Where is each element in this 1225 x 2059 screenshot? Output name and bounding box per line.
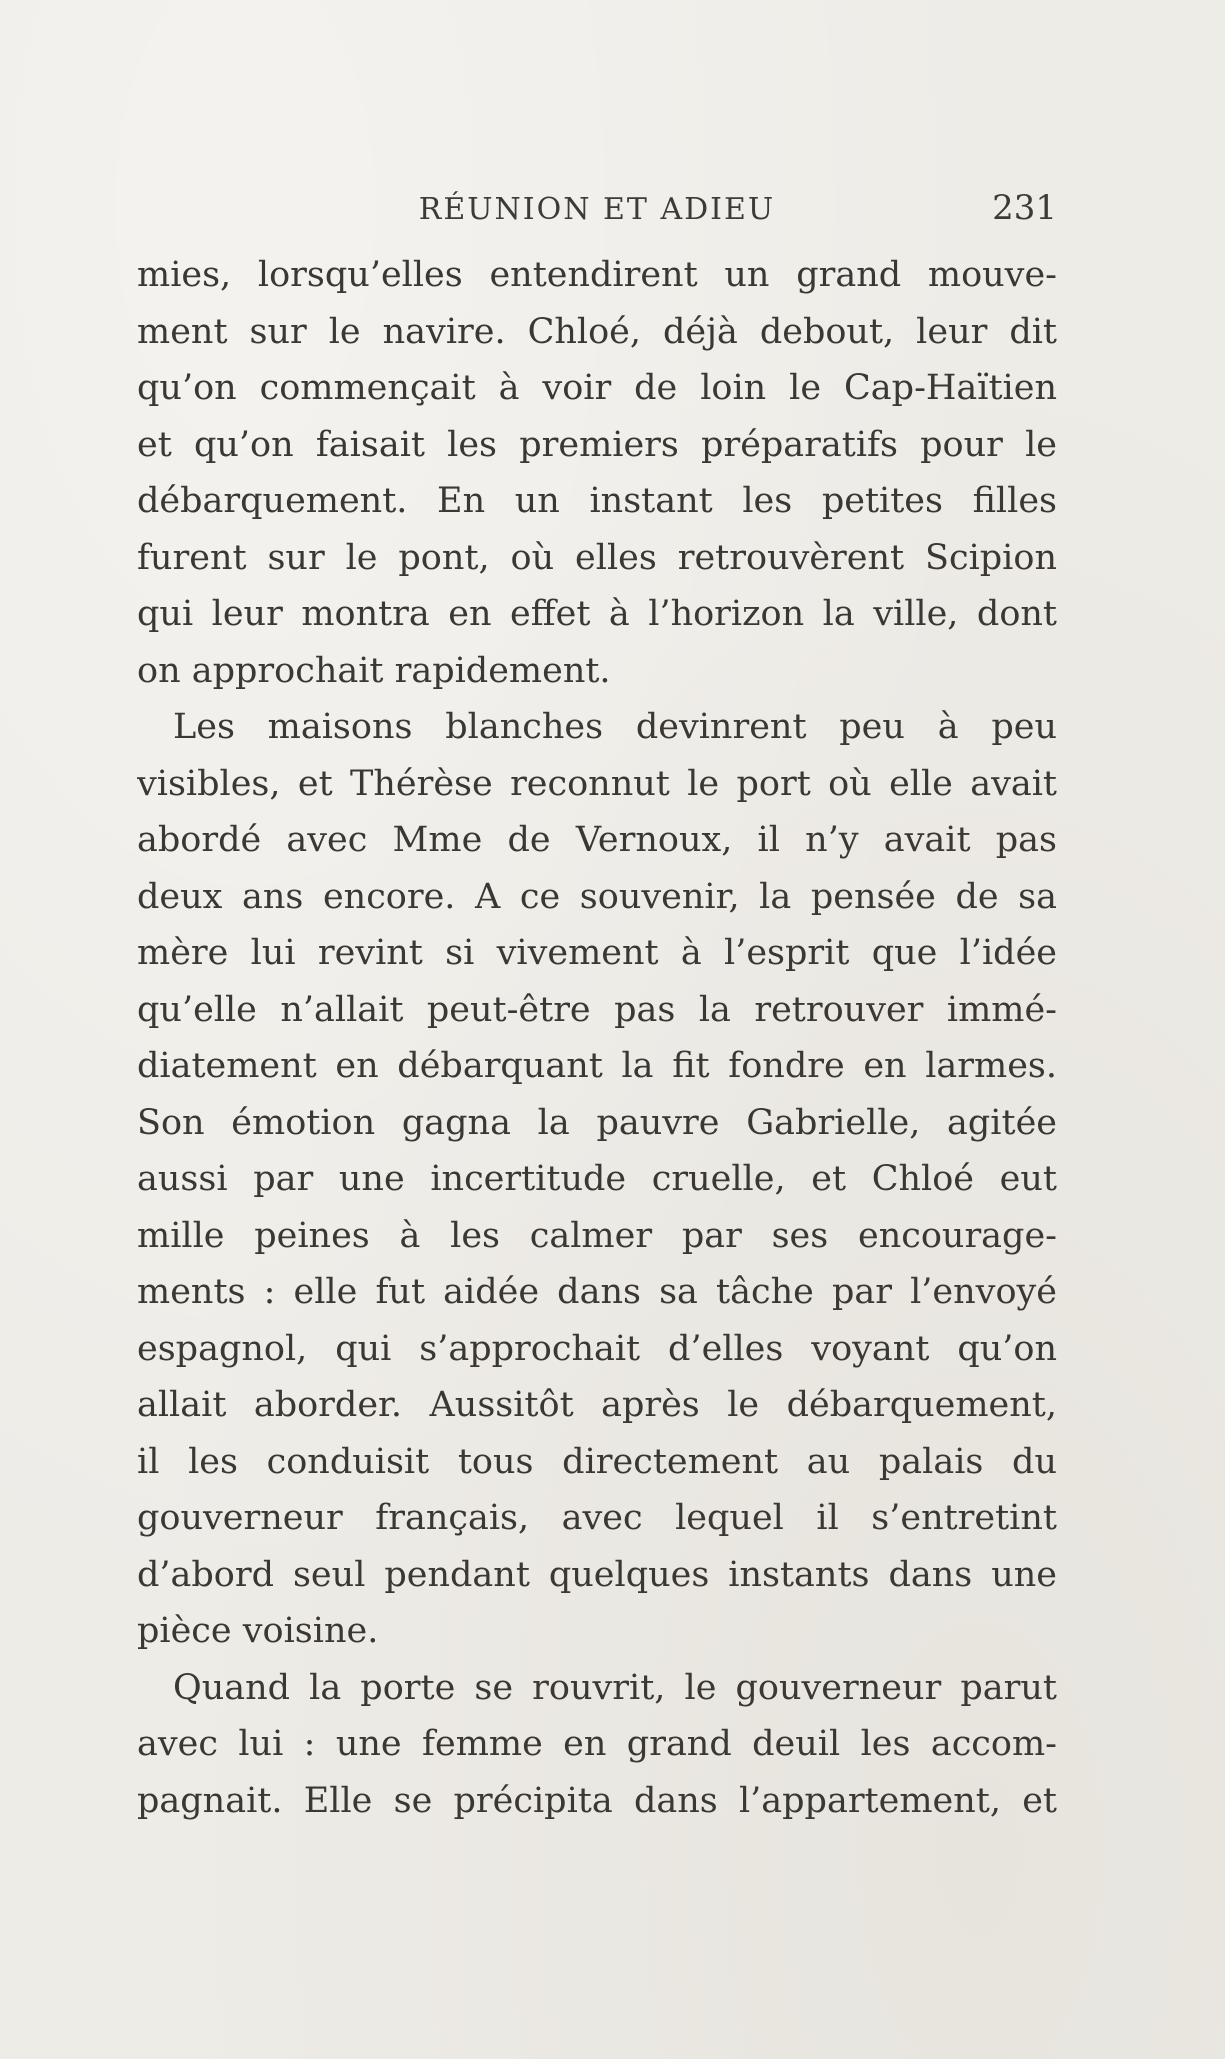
running-title: RÉUNION ET ADIEU [418, 192, 776, 227]
text-line: qu’elle n’allait peut-être pas la retrouver immé- [137, 989, 1057, 1030]
text-line: qui leur montra en effet à l’horizon la ville, dont [137, 594, 1057, 634]
text-line: et qu’on faisait les premiers préparatifs pour le [137, 424, 1057, 465]
text-line: on approchait rapidement. [137, 650, 611, 691]
page-header [137, 188, 1057, 238]
body-text [137, 247, 1057, 1829]
text-line: ments : elle fut aidée dans sa tâche par l’envoyé [137, 1272, 1057, 1312]
text-line: espagnol, qui s’approchait d’elles voyant qu’on [137, 1328, 1057, 1369]
text-line: Quand la porte se rouvrit, le gouverneur parut [173, 1667, 1057, 1708]
text-line: gouverneur français, avec lequel il s’entretint [137, 1498, 1057, 1538]
text-line: furent sur le pont, où elles retrouvèrent Scipion [137, 537, 1057, 578]
text-line: mies, lorsqu’elles entendirent un grand mouve- [137, 255, 1057, 295]
text-line: pagnait. Elle se précipita dans l’appartement, et [137, 1780, 1057, 1821]
text-line: il les conduisit tous directement au palais du [137, 1441, 1057, 1482]
text-line: visibles, et Thérèse reconnut le port où elle avait [137, 763, 1057, 804]
text-line: débarquement. En un instant les petites filles [137, 481, 1057, 521]
text-line: mille peines à les calmer par ses encourage- [137, 1215, 1057, 1256]
text-line: allait aborder. Aussitôt après le débarquement, [137, 1385, 1057, 1425]
text-line: abordé avec Mme de Vernoux, il n’y avait pas [137, 820, 1057, 860]
text-line: pièce voisine. [137, 1611, 379, 1651]
text-line: avec lui : une femme en grand deuil les accom- [137, 1724, 1057, 1764]
text-line: Son émotion gagna la pauvre Gabrielle, agitée [137, 1102, 1057, 1143]
text-line: qu’on commençait à voir de loin le Cap-Haïtien [137, 368, 1057, 408]
text-line: aussi par une incertitude cruelle, et Chloé eut [137, 1159, 1057, 1199]
page-number: 231 [992, 188, 1057, 228]
text-line: diatement en débarquant la fit fondre en larmes. [137, 1046, 1057, 1086]
text-line: Les maisons blanches devinrent peu à peu [173, 707, 1057, 747]
text-line: deux ans encore. A ce souvenir, la pensée de sa [137, 876, 1057, 917]
text-line: mère lui revint si vivement à l’esprit que l’idée [137, 933, 1057, 973]
text-line: d’abord seul pendant quelques instants dans une [137, 1554, 1057, 1595]
text-line: ment sur le navire. Chloé, déjà debout, leur dit [137, 311, 1057, 352]
